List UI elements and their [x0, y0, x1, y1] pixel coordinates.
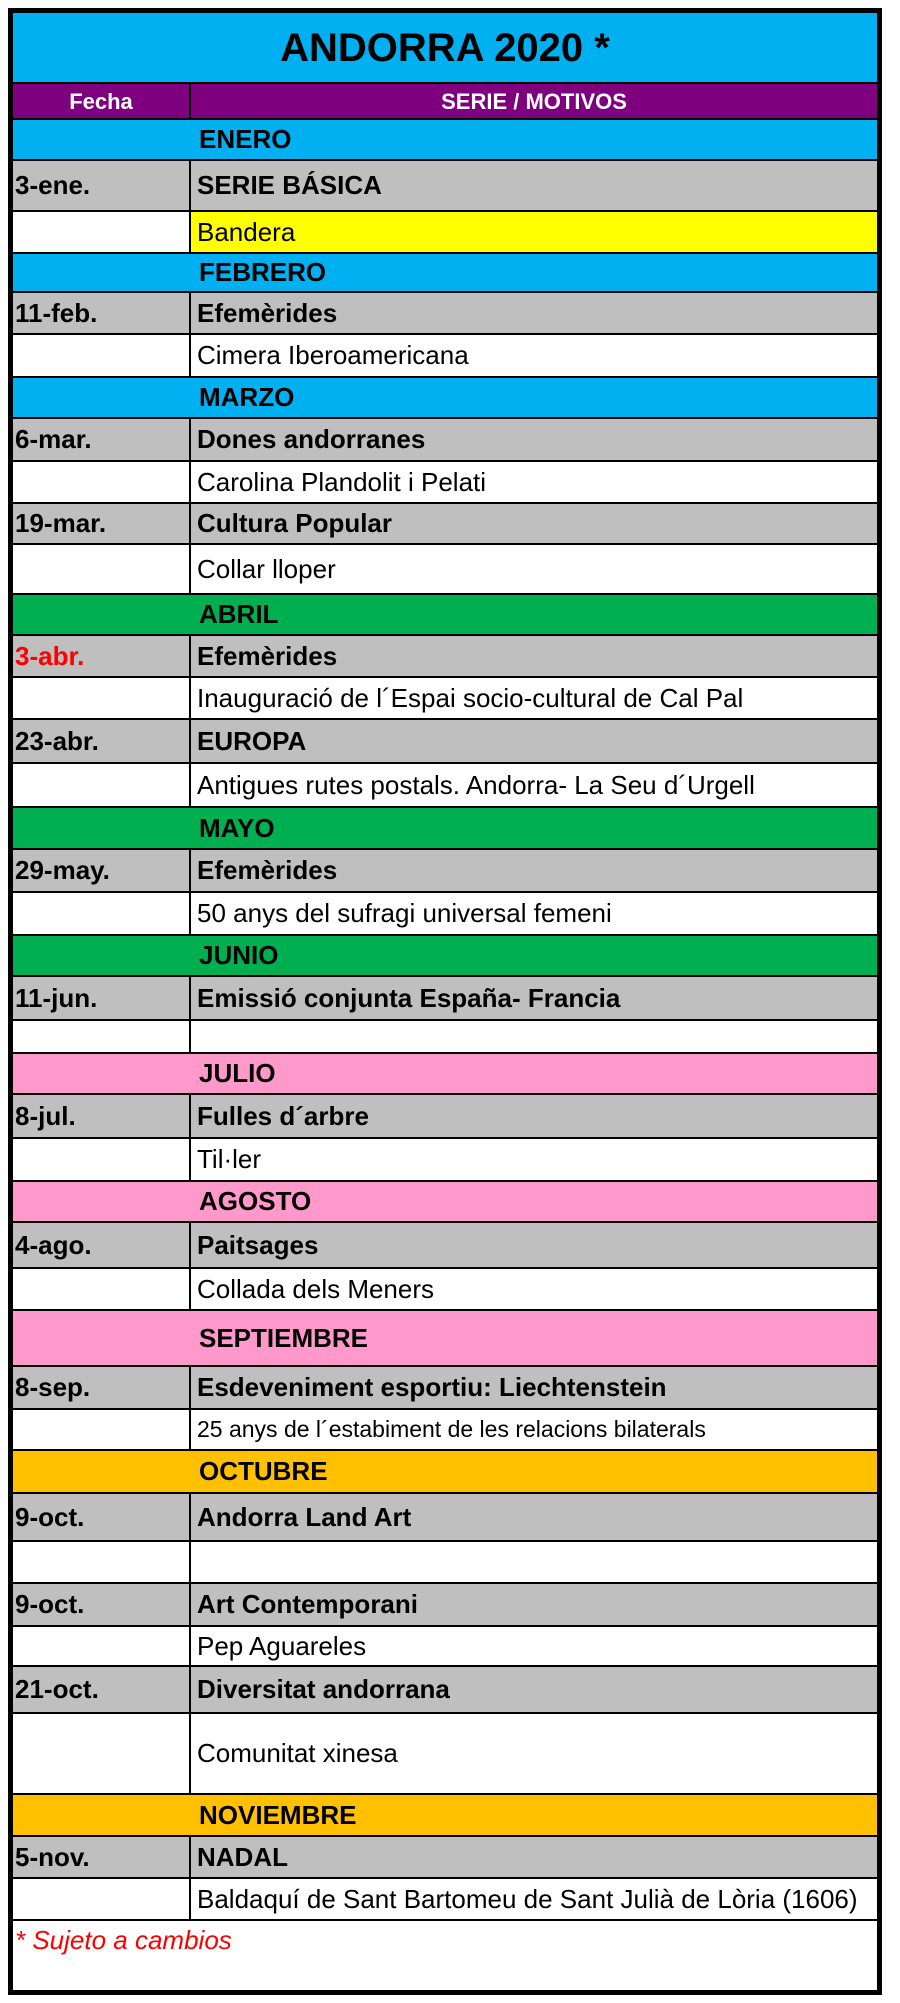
motif-row: [13, 545, 877, 595]
month-label: ABRIL: [199, 599, 279, 629]
month-label: JUNIO: [199, 940, 279, 970]
serie-cell: Andorra Land Art: [197, 1501, 412, 1532]
series-row: [13, 720, 877, 764]
motif-cell: [191, 1021, 877, 1052]
stamp-calendar-table: [8, 8, 882, 1995]
series-row: [13, 636, 877, 678]
serie-cell: Art Contemporani: [197, 1589, 418, 1619]
motif-cell: Collada dels Meners: [197, 1273, 435, 1304]
motif-cell: [191, 1542, 877, 1582]
month-row-agosto: [13, 1182, 877, 1223]
motif-row: [13, 212, 877, 254]
series-row: [13, 1667, 877, 1714]
month-row-marzo: [13, 378, 877, 419]
motif-cell: Comunitat xinesa: [197, 1738, 398, 1768]
serie-cell: Efemèrides: [197, 640, 338, 671]
motif-row: [13, 1021, 877, 1054]
month-row-octubre: [13, 1451, 877, 1494]
month-row-abril: [13, 595, 877, 636]
header-fecha: Fecha: [13, 84, 191, 118]
month-row-noviembre: [13, 1795, 877, 1837]
series-row: [13, 1223, 877, 1269]
month-label: ENERO: [199, 124, 292, 154]
serie-cell: Emissió conjunta España- Francia: [197, 982, 621, 1013]
serie-cell: Cultura Popular: [197, 508, 393, 538]
footnote-row: [13, 1921, 877, 1959]
month-label: MAYO: [199, 812, 275, 843]
month-label: AGOSTO: [199, 1186, 312, 1216]
date-cell: 23-abr.: [13, 720, 191, 762]
date-cell: 19-mar.: [13, 504, 191, 543]
serie-cell: Esdeveniment esportiu: Liechtenstein: [197, 1372, 667, 1402]
serie-cell: Fulles d´arbre: [197, 1100, 369, 1131]
date-cell: 5-nov.: [13, 1837, 191, 1877]
motif-cell: Carolina Plandolit i Pelati: [197, 466, 487, 497]
date-cell: 11-feb.: [13, 293, 191, 333]
series-row: [13, 977, 877, 1021]
motif-cell: Bandera: [191, 212, 877, 252]
page-title: ANDORRA 2020 *: [280, 26, 610, 70]
month-label: MARZO: [199, 382, 295, 412]
motif-row: [13, 893, 877, 936]
footnote: * Sujeto a cambios: [15, 1925, 232, 1955]
motif-row: [13, 1410, 877, 1451]
date-cell: 3-ene.: [13, 161, 191, 210]
serie-cell: SERIE BÁSICA: [197, 170, 382, 200]
motif-row: [13, 678, 877, 720]
header-serie-motivos: SERIE / MOTIVOS: [441, 89, 627, 114]
serie-cell: Efemèrides: [197, 297, 338, 328]
month-row-junio: [13, 936, 877, 977]
motif-row: [13, 1542, 877, 1584]
motif-row: [13, 335, 877, 378]
motif-row: [13, 1714, 877, 1795]
series-row: [13, 293, 877, 335]
motif-cell: Inauguració de l´Espai socio-cultural de Cal Pal: [197, 682, 744, 713]
motif-cell: Til·ler: [197, 1144, 262, 1174]
month-row-febrero: [13, 254, 877, 293]
motif-row: [13, 1879, 877, 1921]
date-cell: 21-oct.: [13, 1667, 191, 1712]
series-row: [13, 1837, 877, 1879]
series-row: [13, 504, 877, 545]
date-cell: 9-oct.: [13, 1494, 191, 1540]
series-row: [13, 1095, 877, 1139]
serie-cell: NADAL: [197, 1841, 288, 1872]
motif-cell: 50 anys del sufragi universal femeni: [197, 898, 612, 928]
motif-cell: Cimera Iberoamericana: [197, 340, 469, 370]
date-cell: 8-sep.: [13, 1367, 191, 1408]
serie-cell: Diversitat andorrana: [197, 1674, 450, 1704]
motif-row: [13, 1627, 877, 1667]
date-cell: 3-abr.: [13, 636, 191, 676]
month-row-enero: [13, 120, 877, 161]
motif-cell: Collar lloper: [197, 553, 336, 584]
motif-row: [13, 462, 877, 504]
date-cell: 8-jul.: [13, 1095, 191, 1137]
serie-cell: Dones andorranes: [197, 424, 426, 454]
motif-cell: Baldaquí de Sant Bartomeu de Sant Julià de Lòria (1606): [197, 1883, 858, 1914]
date-cell: 4-ago.: [13, 1223, 191, 1267]
serie-cell: Efemèrides: [197, 855, 338, 885]
series-row: [13, 1584, 877, 1627]
series-row: [13, 419, 877, 462]
column-header-row: [13, 84, 877, 120]
motif-cell: Antigues rutes postals. Andorra- La Seu d´Urgell: [197, 769, 755, 800]
month-row-septiembre: [13, 1311, 877, 1367]
series-row: [13, 161, 877, 212]
month-row-mayo: [13, 808, 877, 850]
month-label: NOVIEMBRE: [199, 1799, 357, 1830]
date-cell: 6-mar.: [13, 419, 191, 460]
serie-cell: EUROPA: [197, 725, 307, 756]
motif-cell: 25 anys de l´estabiment de les relacions bilaterals: [197, 1416, 706, 1442]
motif-row: [13, 1139, 877, 1182]
month-row-julio: [13, 1054, 877, 1095]
title-row: [13, 13, 877, 84]
date-cell: 9-oct.: [13, 1584, 191, 1625]
series-row: [13, 850, 877, 893]
month-label: FEBRERO: [199, 257, 327, 287]
month-label: SEPTIEMBRE: [199, 1322, 369, 1353]
date-cell: 29-may.: [13, 850, 191, 891]
month-label: JULIO: [199, 1058, 276, 1088]
motif-row: [13, 1269, 877, 1311]
month-label: OCTUBRE: [199, 1456, 328, 1486]
date-cell: 11-jun.: [13, 977, 191, 1019]
motif-row: [13, 764, 877, 808]
serie-cell: Paitsages: [197, 1229, 319, 1260]
series-row: [13, 1367, 877, 1410]
motif-cell: Pep Aguareles: [197, 1630, 367, 1661]
series-row: [13, 1494, 877, 1542]
